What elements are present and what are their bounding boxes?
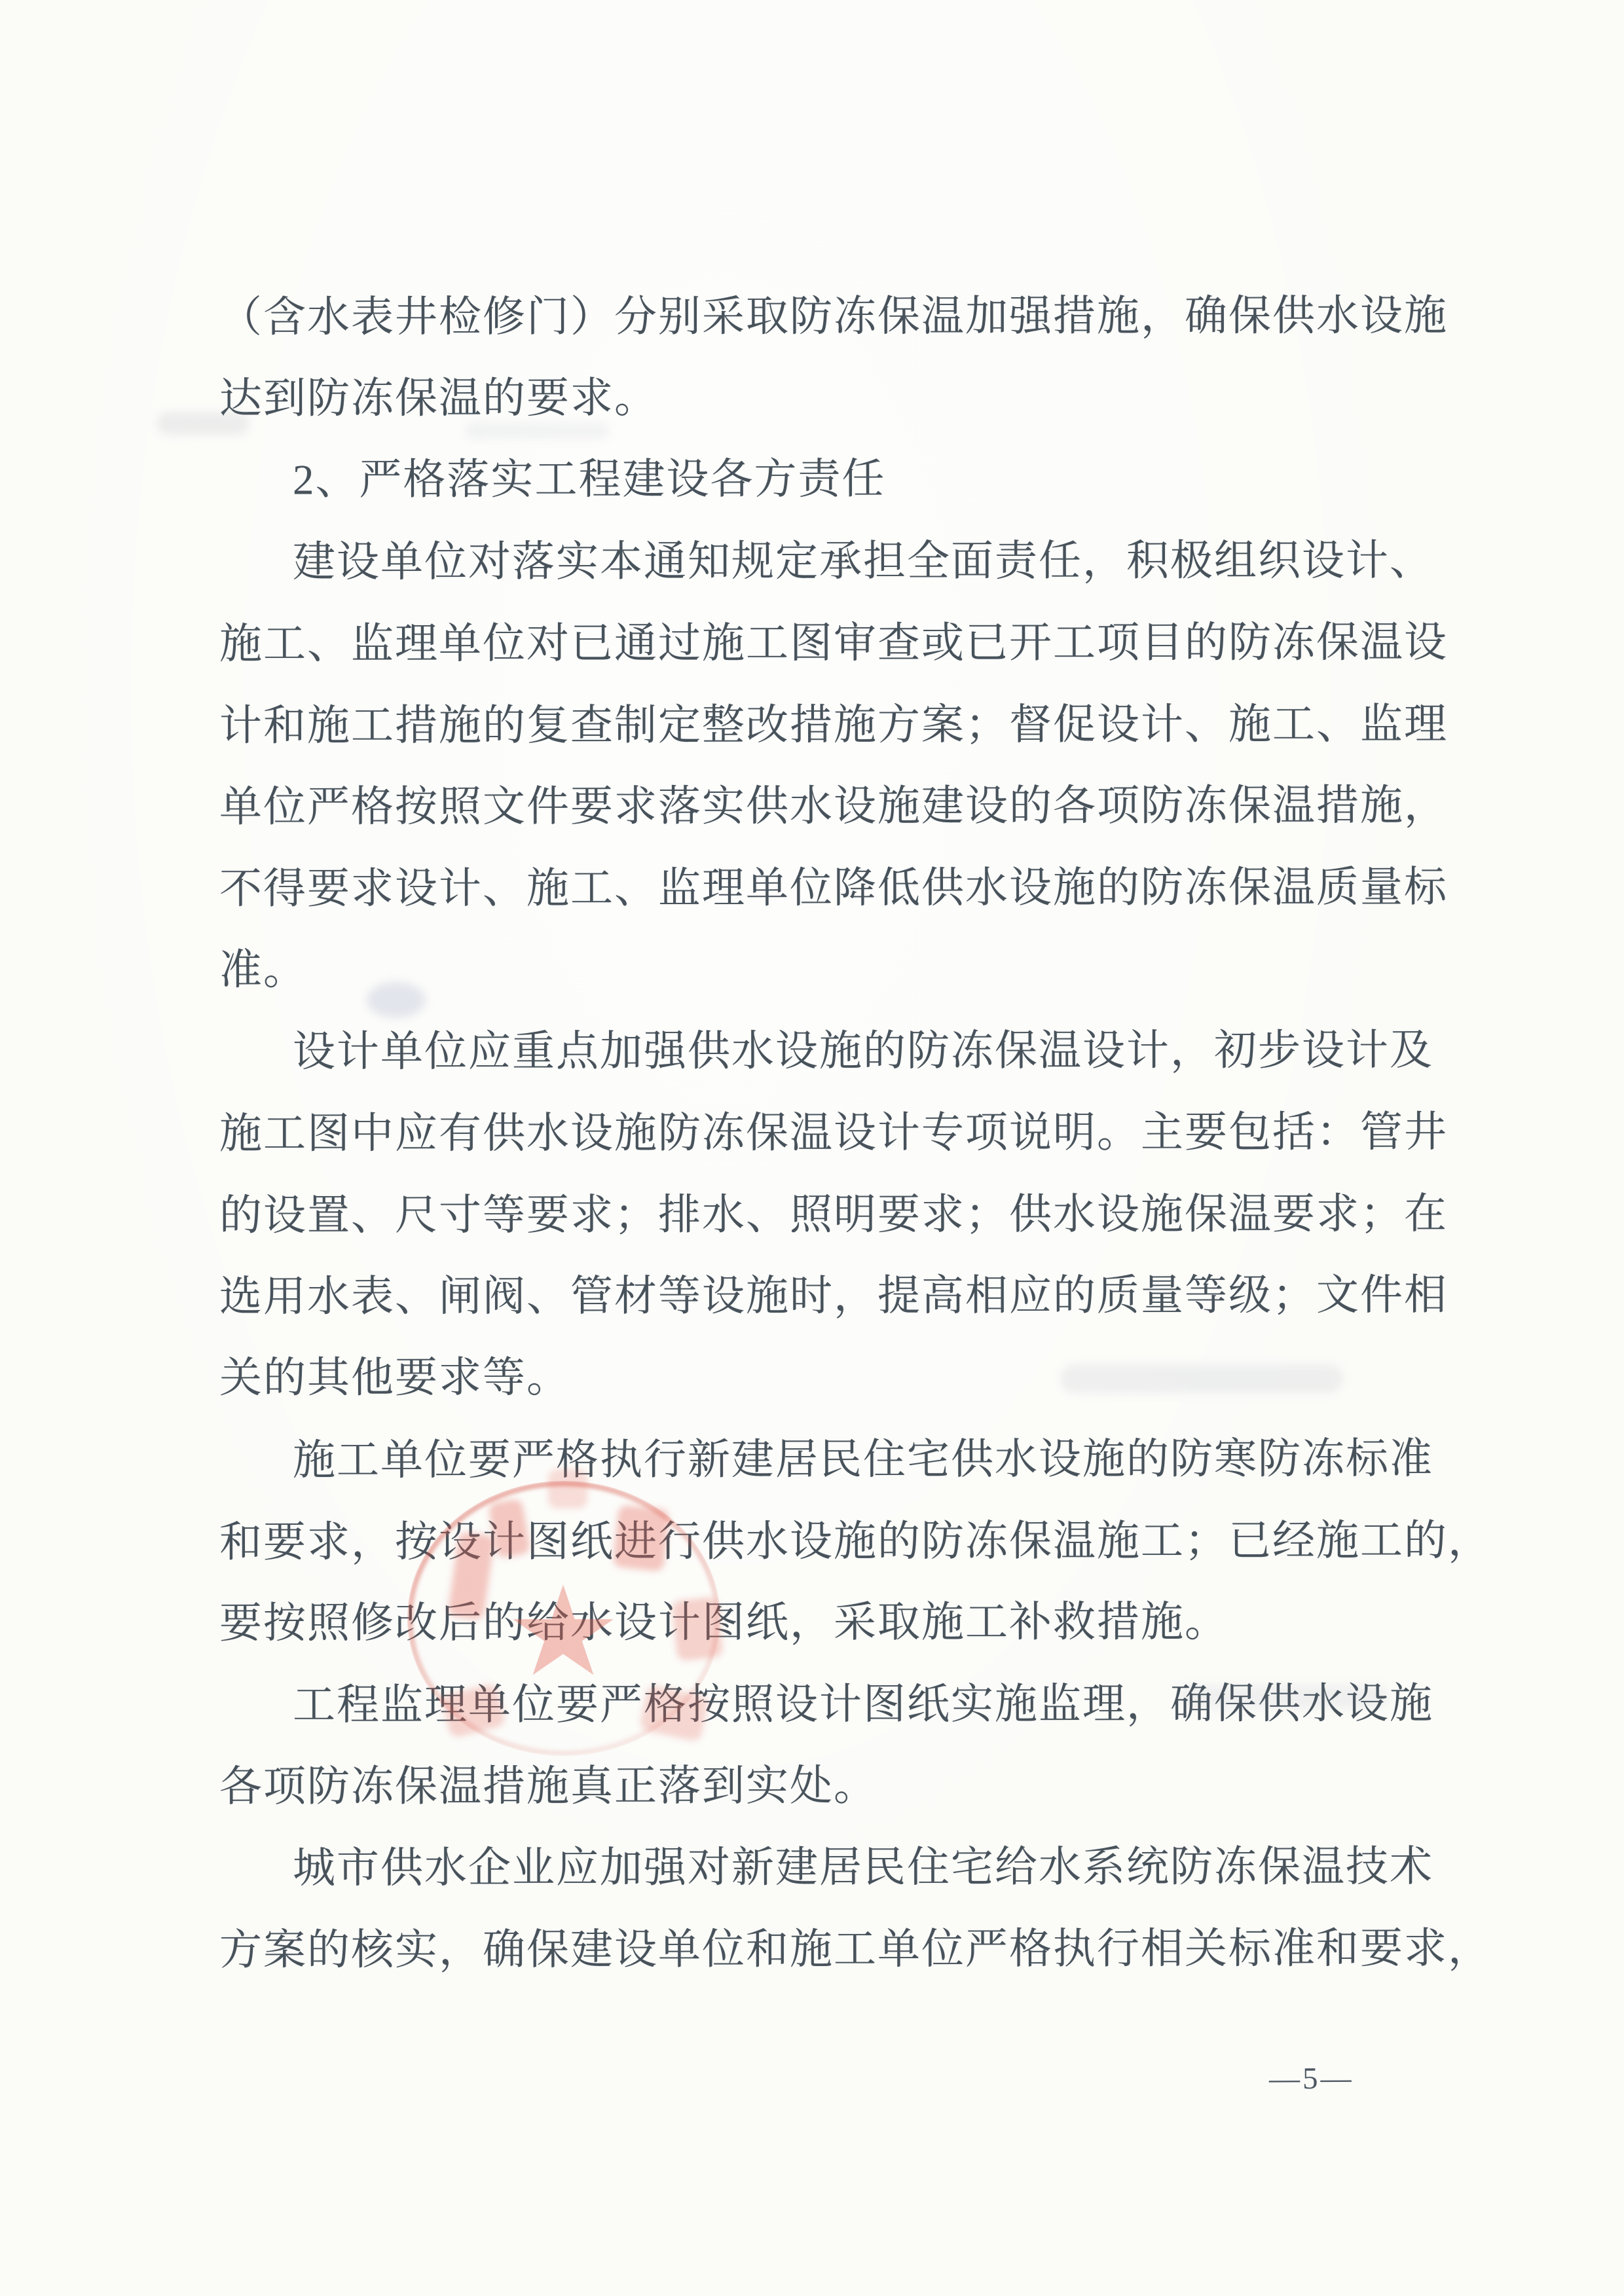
scan-smudge xyxy=(157,412,249,435)
text-line: 要按照修改后的给水设计图纸，采取施工补救措施。 xyxy=(219,1598,1229,1648)
text-line: 设计单位应重点加强供水设施的防冻保温设计，初步设计及 xyxy=(292,1027,1434,1076)
text-line: 各项防冻保温措施真正落到实处。 xyxy=(219,1762,878,1811)
scan-smudge xyxy=(465,422,609,439)
text-line: 计和施工措施的复查制定整改措施方案；督促设计、施工、监理 xyxy=(219,701,1449,750)
text-line: 准。 xyxy=(219,946,308,994)
scan-smudge xyxy=(1179,1686,1388,1708)
scan-smudge xyxy=(1061,1365,1342,1393)
text-line: 的设置、尺寸等要求；排水、照明要求；供水设施保温要求；在 xyxy=(219,1190,1449,1240)
text-line: 城市供水企业应加强对新建居民住宅给水系统防冻保温技术 xyxy=(292,1843,1434,1893)
text-line: 施工图中应有供水设施防冻保温设计专项说明。主要包括：管井 xyxy=(219,1108,1449,1158)
text-line: 2、严格落实工程建设各方责任 xyxy=(292,456,886,504)
page-number: —5— xyxy=(1268,2061,1354,2096)
text-line: 施工、监理单位对已通过施工图审查或已开工项目的防冻保温设 xyxy=(219,619,1449,668)
scan-smudge xyxy=(367,982,426,1018)
text-line: 选用水表、闸阀、管材等设施时，提高相应的质量等级；文件相 xyxy=(219,1271,1449,1321)
text-line: 和要求，按设计图纸进行供水设施的防冻保温施工；已经施工的， xyxy=(219,1517,1492,1567)
text-line: 单位严格按照文件要求落实供水设施建设的各项防冻保温措施， xyxy=(219,782,1449,831)
text-line: 建设单位对落实本通知规定承担全面责任，积极组织设计、 xyxy=(292,537,1434,587)
text-line: （含水表井检修门）分别采取防冻保温加强措施，确保供水设施 xyxy=(219,292,1449,342)
text-line: 方案的核实，确保建设单位和施工单位严格执行相关标准和要求， xyxy=(219,1925,1492,1975)
text-line: 关的其他要求等。 xyxy=(219,1354,571,1402)
text-line: 达到防冻保温的要求。 xyxy=(219,374,659,423)
text-line: 不得要求设计、施工、监理单位降低供水设施的防冻保温质量标 xyxy=(219,864,1449,913)
text-line: 工程监理单位要严格按照设计图纸实施监理，确保供水设施 xyxy=(292,1680,1434,1730)
text-line: 施工单位要严格执行新建居民住宅供水设施的防寒防冻标准 xyxy=(292,1435,1434,1485)
